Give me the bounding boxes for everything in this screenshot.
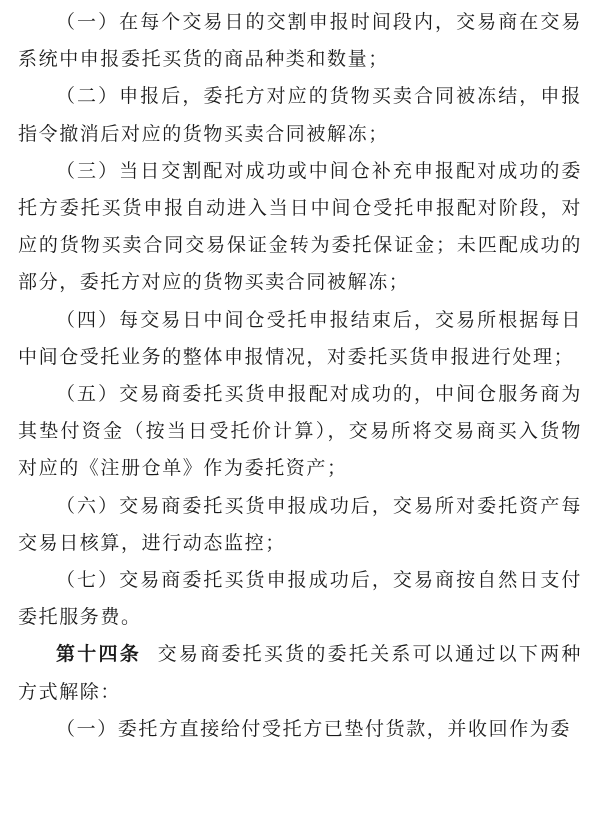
clause-3: （三）当日交割配对成功或中间仓补充申报配对成功的委托方委托买货申报自动进入当日中间仓受托申报配对阶段，对应的货物买卖合同交易保证金转为委托保证金；未匹配成功的部分，委托方对应的货物买卖合同被解冻； — [18, 159, 582, 294]
clause-7: （七）交易商委托买货申报成功后，交易商按自然日支付委托服务费。 — [18, 569, 582, 629]
clause-5: （五）交易商委托买货申报配对成功的，中间仓服务商为其垫付资金（按当日受托价计算），交易所将交易商买入货物对应的《注册仓单》作为委托资产； — [18, 383, 582, 480]
clause-4: （四）每交易日中间仓受托申报结束后，交易所根据每日中间仓受托业务的整体申报情况，对委托买货申报进行处理； — [18, 308, 582, 368]
release-method-1: （一）委托方直接给付受托方已垫付货款，并收回作为委 — [56, 717, 572, 740]
article-14 — [18, 636, 582, 710]
clause-1: （一）在每个交易日的交割申报时间段内，交易商在交易系统中申报委托买货的商品种类和数量； — [18, 11, 582, 71]
article-14-heading: 第十四条 — [56, 643, 142, 666]
clause-2: （二）申报后，委托方对应的货物买卖合同被冻结，申报指令撤消后对应的货物买卖合同被解冻； — [18, 85, 582, 145]
article-14-text: 交易商委托买货的委托关系可以通过以下两种方式解除： — [18, 643, 582, 703]
clause-6: （六）交易商委托买货申报成功后，交易所对委托资产每交易日核算，进行动态监控； — [18, 494, 582, 554]
